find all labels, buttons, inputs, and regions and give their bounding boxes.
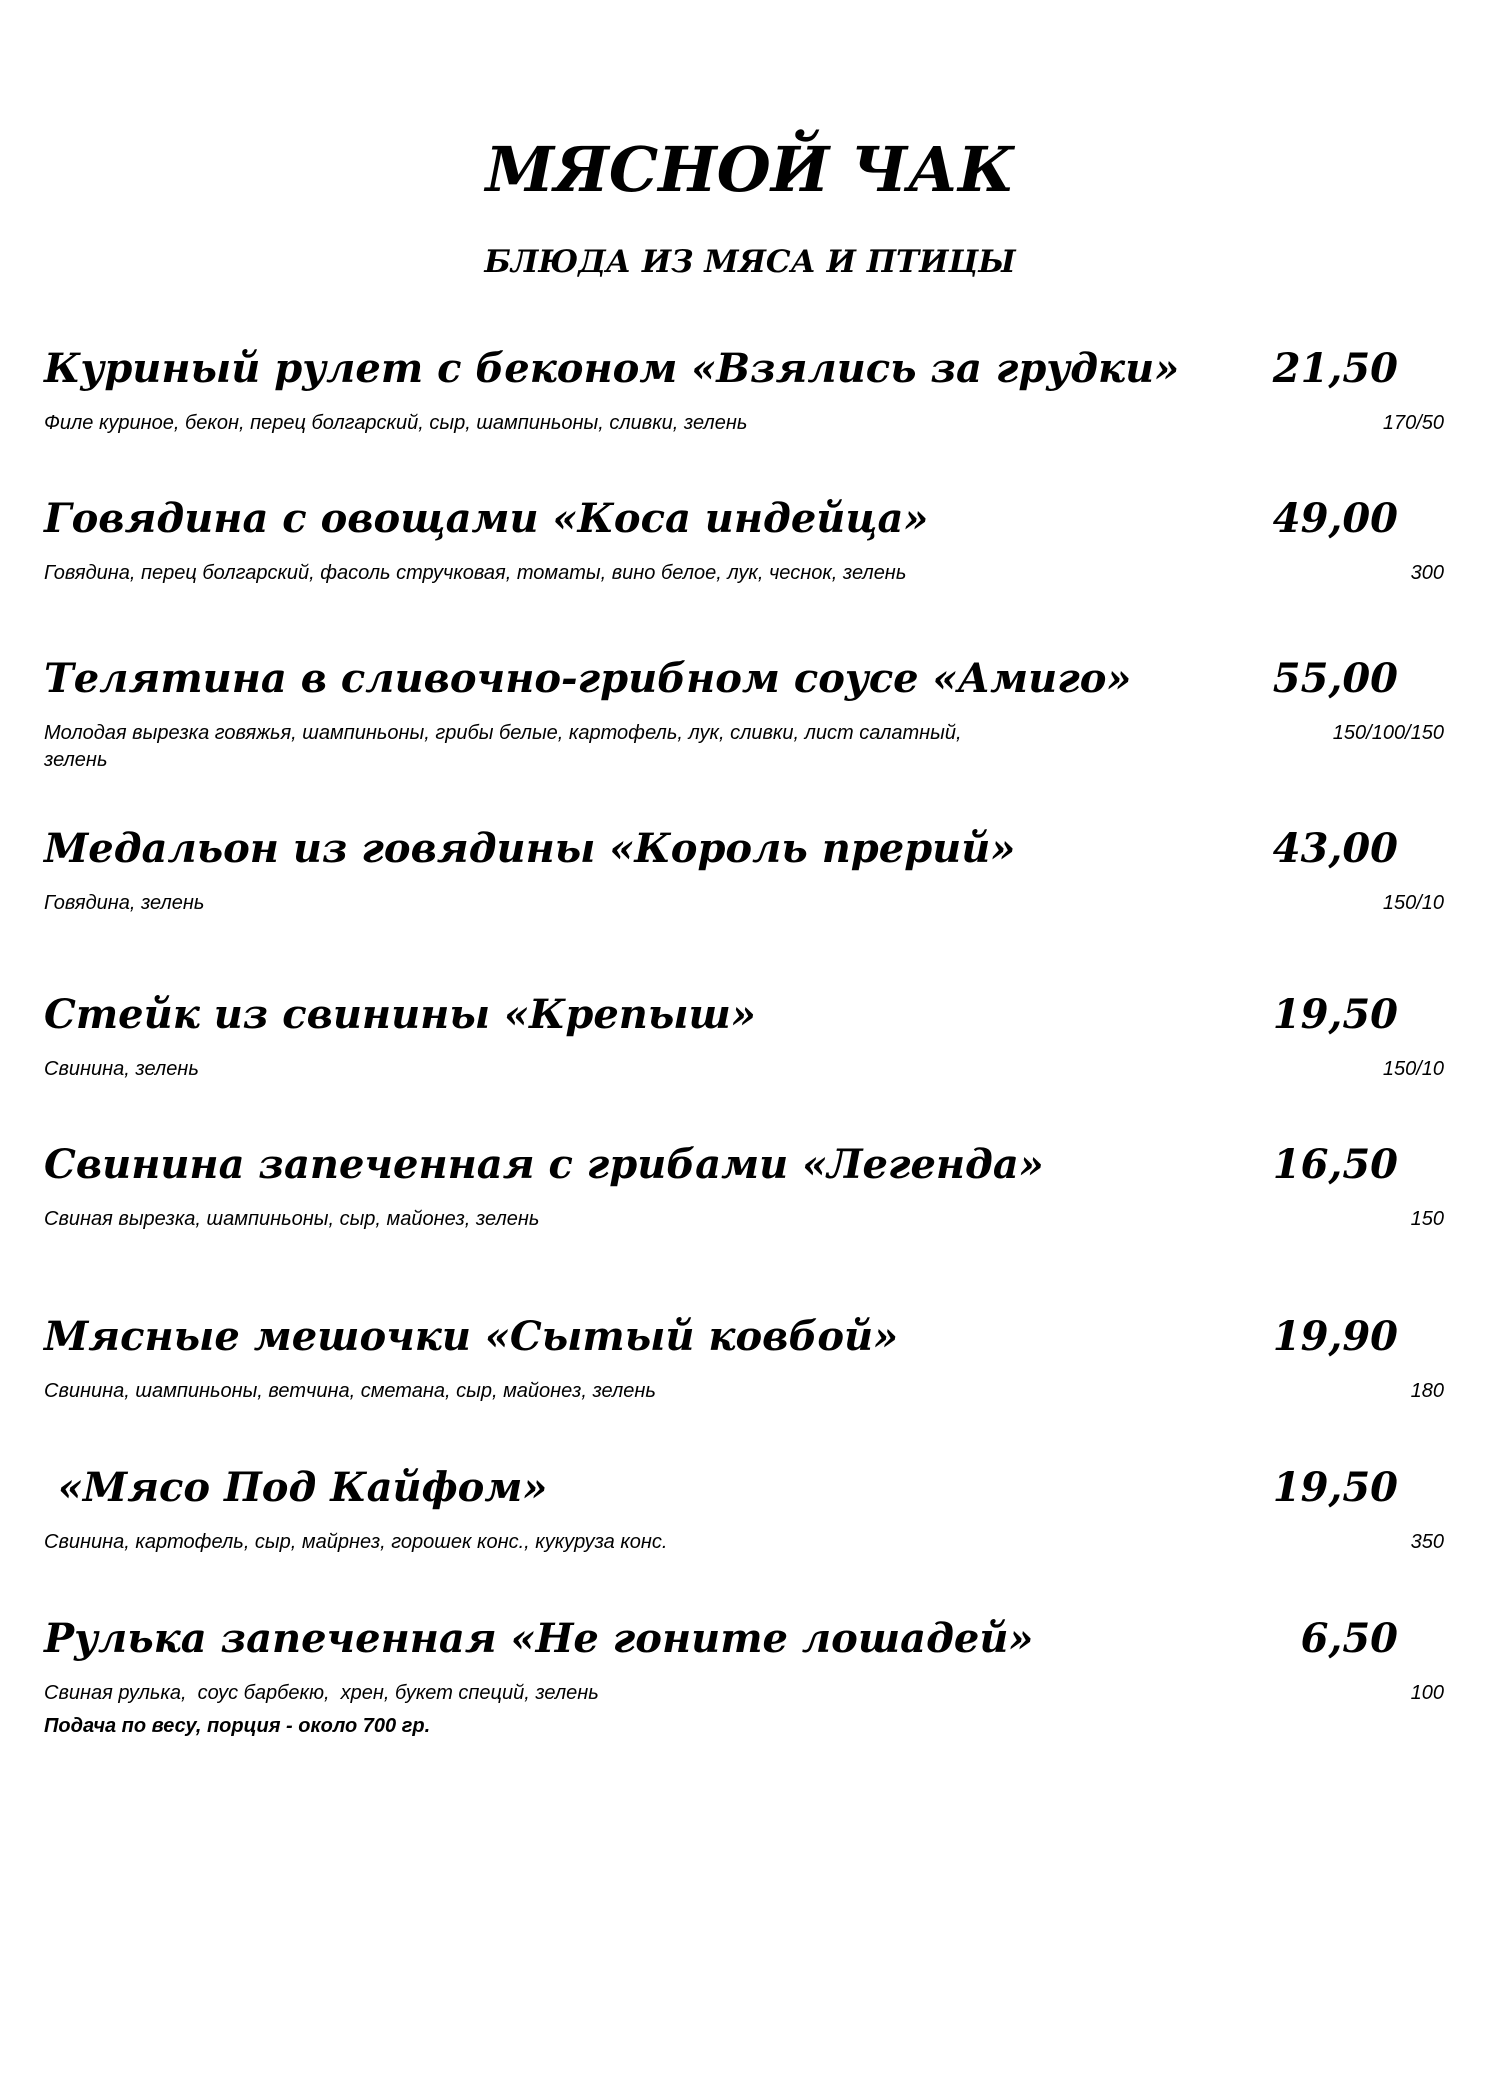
item-name: Медальон из говядины «Король прерий» xyxy=(44,825,1016,872)
menu-item xyxy=(44,344,1444,474)
item-weight: 100 xyxy=(1410,1682,1444,1704)
item-name: Говядина с овощами «Коса индейца» xyxy=(44,495,929,542)
menu-item xyxy=(44,1312,1444,1442)
item-weight: 350 xyxy=(1410,1531,1444,1553)
menu-item xyxy=(44,1614,1444,1744)
item-price: 16,50 xyxy=(1272,1141,1398,1188)
menu-item xyxy=(44,494,1444,624)
item-price: 43,00 xyxy=(1272,825,1398,872)
menu-item xyxy=(44,1463,1444,1593)
menu-item xyxy=(44,824,1444,954)
item-name: «Мясо Под Кайфом» xyxy=(44,1464,548,1511)
item-price: 49,00 xyxy=(1272,495,1398,542)
item-description: Говядина, перец болгарский, фасоль стручковая, томаты, вино белое, лук, чеснок, зелень xyxy=(44,562,907,584)
item-description: Свиная рулька, соус барбекю, хрен, букет специй, зелень xyxy=(44,1682,599,1704)
item-price: 19,50 xyxy=(1272,1464,1398,1511)
item-weight: 180 xyxy=(1410,1380,1444,1402)
item-description: Свиная вырезка, шампиньоны, сыр, майонез, зелень xyxy=(44,1208,540,1230)
item-weight: 150/100/150 xyxy=(1332,722,1444,744)
item-price: 55,00 xyxy=(1272,655,1398,702)
item-name: Телятина в сливочно-грибном соусе «Амиго» xyxy=(44,655,1132,702)
item-serving-note: Подача по весу, порция - около 700 гр. xyxy=(44,1715,431,1737)
item-name: Мясные мешочки «Сытый ковбой» xyxy=(44,1313,899,1360)
item-name: Стейк из свинины «Крепыш» xyxy=(44,991,756,1038)
item-description: Свинина, шампиньоны, ветчина, сметана, сыр, майонез, зелень xyxy=(44,1380,656,1402)
menu-item xyxy=(44,654,1444,784)
item-price: 19,50 xyxy=(1272,991,1398,1038)
item-weight: 170/50 xyxy=(1382,412,1444,434)
item-price: 21,50 xyxy=(1272,345,1398,392)
item-weight: 150 xyxy=(1410,1208,1444,1230)
item-name: Свинина запеченная с грибами «Легенда» xyxy=(44,1141,1044,1188)
page-title: МЯСНОЙ ЧАК xyxy=(485,133,1015,206)
item-description: Свинина, картофель, сыр, майрнез, горошек конс., кукуруза конс. xyxy=(44,1531,668,1553)
item-description: Свинина, зелень xyxy=(44,1058,199,1080)
item-price: 19,90 xyxy=(1272,1313,1398,1360)
item-name: Рулька запеченная «Не гоните лошадей» xyxy=(44,1615,1034,1662)
item-weight: 150/10 xyxy=(1382,892,1444,914)
menu-item xyxy=(44,990,1444,1120)
item-weight: 150/10 xyxy=(1382,1058,1444,1080)
item-description: Молодая вырезка говяжья, шампиньоны, грибы белые, картофель, лук, сливки, лист салатный, зелень xyxy=(44,722,962,771)
item-description: Филе куриное, бекон, перец болгарский, сыр, шампиньоны, сливки, зелень xyxy=(44,412,748,434)
item-name: Куриный рулет с беконом «Взялись за грудки» xyxy=(44,345,1180,392)
menu-item xyxy=(44,1140,1444,1270)
page-subtitle: БЛЮДА ИЗ МЯСА И ПТИЦЫ xyxy=(484,244,1016,280)
item-price: 6,50 xyxy=(1300,1615,1398,1662)
item-weight: 300 xyxy=(1410,562,1444,584)
item-description: Говядина, зелень xyxy=(44,892,205,914)
